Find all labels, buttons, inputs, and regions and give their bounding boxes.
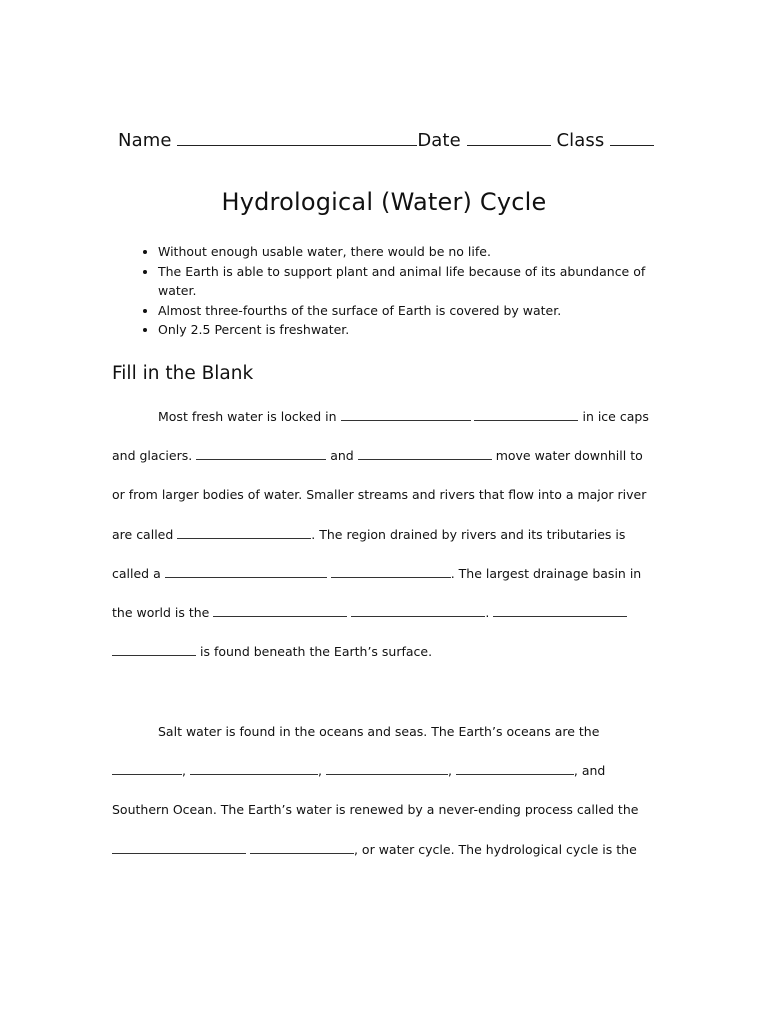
answer-blank[interactable]: [190, 762, 318, 775]
bullet-item: • Only 2.5 Percent is freshwater.: [158, 320, 678, 340]
bullet-item: • Without enough usable water, there would be no life.: [158, 242, 678, 262]
name-blank[interactable]: [177, 131, 417, 146]
section-heading: Fill in the Blank: [112, 363, 254, 384]
class-label: Class: [556, 130, 605, 151]
paragraph-line: Most fresh water is locked in in ice caps: [158, 409, 649, 424]
paragraph-line: Salt water is found in the oceans and seas. The Earth’s oceans are the: [158, 724, 600, 739]
student-info-line: [118, 130, 678, 151]
answer-blank[interactable]: [493, 604, 627, 617]
answer-blank[interactable]: [341, 408, 471, 421]
answer-blank[interactable]: [456, 762, 574, 775]
answer-blank[interactable]: [358, 447, 492, 460]
paragraph-line: or from larger bodies of water. Smaller streams and rivers that flow into a major river: [112, 487, 647, 503]
answer-blank[interactable]: [112, 762, 182, 775]
answer-blank[interactable]: [213, 604, 347, 617]
answer-blank[interactable]: [331, 565, 451, 578]
answer-blank[interactable]: [474, 408, 578, 421]
paragraph-line: and glaciers. and move water downhill to: [112, 448, 643, 464]
worksheet-title: Hydrological (Water) Cycle: [221, 188, 547, 216]
answer-blank[interactable]: [196, 447, 326, 460]
answer-blank[interactable]: [250, 841, 354, 854]
fill-in-paragraph-1: [112, 397, 672, 671]
bullet-item: • The Earth is able to support plant and animal life because of its abundance of water.: [158, 262, 678, 301]
paragraph-line: , , , , and: [112, 751, 672, 790]
answer-blank[interactable]: [112, 643, 196, 656]
bullet-item: • Almost three-fourths of the surface of Earth is covered by water.: [158, 301, 678, 321]
paragraph-line: called a . The largest drainage basin in: [112, 565, 642, 581]
answer-blank[interactable]: [177, 526, 311, 539]
paragraph-line: are called . The region drained by rivers and its tributaries is: [112, 526, 626, 542]
answer-blank[interactable]: [165, 565, 327, 578]
paragraph-line: is found beneath the Earth’s surface.: [112, 632, 672, 671]
paragraph-line: Southern Ocean. The Earth’s water is renewed by a never-ending process called the: [112, 802, 639, 818]
answer-blank[interactable]: [326, 762, 448, 775]
answer-blank[interactable]: [112, 841, 246, 854]
paragraph-line: , or water cycle. The hydrological cycle is the: [112, 830, 672, 869]
name-label: Name: [118, 130, 172, 151]
answer-blank[interactable]: [351, 604, 485, 617]
fill-in-paragraph-2: [112, 712, 672, 869]
intro-bullet-list: [134, 242, 678, 340]
paragraph-line: the world is the .: [112, 593, 672, 632]
class-blank[interactable]: [610, 131, 654, 146]
date-blank[interactable]: [467, 131, 551, 146]
date-label: Date: [417, 130, 461, 151]
